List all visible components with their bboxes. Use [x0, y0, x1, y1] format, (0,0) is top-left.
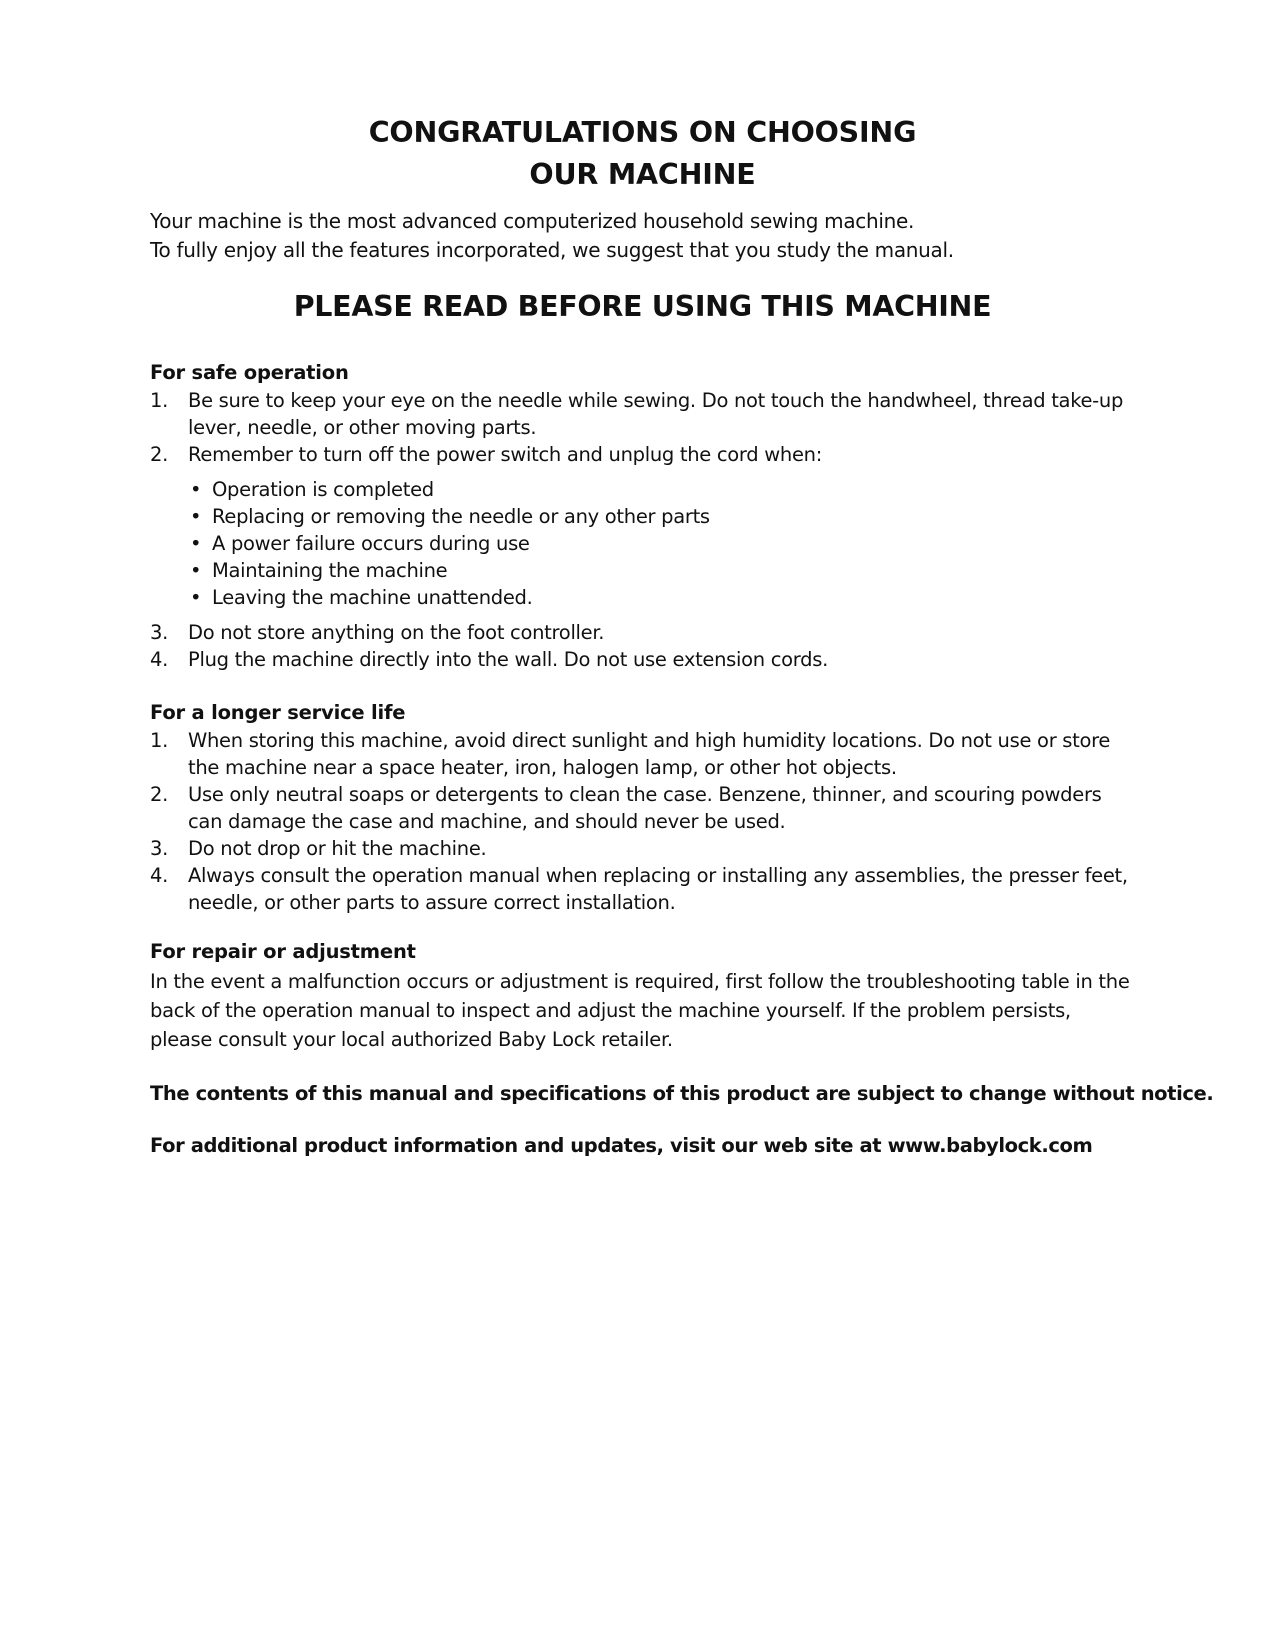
item-number: 4.	[150, 864, 169, 887]
manual-page	[150, 112, 1214, 1160]
item-number: 4.	[150, 648, 169, 671]
page-title-line-2: OUR MACHINE	[529, 158, 756, 191]
bullet-icon: •	[190, 586, 202, 609]
bullet-item	[188, 557, 1135, 584]
repair-text: In the event a malfunction occurs or adjustment is required, first follow the troubleshooting table in the back of the operation manual to inspect and adjust the machine yourself. If the problem persists, please consult your local authorized Baby Lock retailer.	[150, 970, 1130, 1051]
list-item	[150, 727, 1135, 781]
bullet-icon: •	[190, 505, 202, 528]
intro-line-2: To fully enjoy all the features incorporated, we suggest that you study the manual.	[150, 238, 954, 262]
list-item	[150, 781, 1135, 835]
bullet-item	[188, 530, 1135, 557]
item-number: 2.	[150, 443, 169, 466]
bullet-text: Operation is completed	[212, 478, 434, 501]
bullet-icon: •	[190, 478, 202, 501]
item-text: Plug the machine directly into the wall. Do not use extension cords.	[188, 648, 829, 671]
intro-text	[150, 207, 1135, 265]
item-text: Remember to turn off the power switch and unplug the cord when:	[188, 443, 823, 466]
website-notice: For additional product information and updates, visit our web site at www.babylock.com	[150, 1134, 1093, 1157]
intro-line-1: Your machine is the most advanced computerized household sewing machine.	[150, 209, 915, 233]
bullet-text: Replacing or removing the needle or any other parts	[212, 505, 710, 528]
bullet-text: Leaving the machine unattended.	[212, 586, 533, 609]
safe-operation-list	[150, 387, 1135, 673]
service-life-list	[150, 727, 1135, 916]
list-item	[150, 835, 1135, 862]
item-text: When storing this machine, avoid direct sunlight and high humidity locations. Do not use or store the machine near a space heater, iron, halogen lamp, or other hot objects.	[188, 729, 1111, 779]
change-notice: The contents of this manual and specifications of this product are subject to change without notice.	[150, 1082, 1214, 1105]
page-title	[150, 112, 1135, 196]
service-life-heading: For a longer service life	[150, 701, 406, 724]
item-number: 3.	[150, 837, 169, 860]
bullet-icon: •	[190, 532, 202, 555]
bullet-item	[188, 476, 1135, 503]
item-text: Do not drop or hit the machine.	[188, 837, 487, 860]
item-number: 3.	[150, 621, 169, 644]
item-text: Use only neutral soaps or detergents to clean the case. Benzene, thinner, and scouring powders can damage the case and machine, and should never be used.	[188, 783, 1102, 833]
item-number: 2.	[150, 783, 169, 806]
repair-heading: For repair or adjustment	[150, 940, 416, 963]
page-title-line-1: CONGRATULATIONS ON CHOOSING	[368, 116, 917, 149]
read-before-use-title: PLEASE READ BEFORE USING THIS MACHINE	[293, 290, 992, 323]
bullet-item	[188, 584, 1135, 611]
bullet-text: Maintaining the machine	[212, 559, 448, 582]
unplug-conditions-list	[188, 476, 1135, 611]
list-item	[150, 646, 1135, 673]
list-item	[150, 619, 1135, 646]
bullet-item	[188, 503, 1135, 530]
item-number: 1.	[150, 729, 169, 752]
item-text: Be sure to keep your eye on the needle while sewing. Do not touch the handwheel, thread take-up lever, needle, or other moving parts.	[188, 389, 1124, 439]
list-item	[150, 862, 1135, 916]
item-text: Do not store anything on the foot controller.	[188, 621, 605, 644]
item-number: 1.	[150, 389, 169, 412]
safe-operation-heading: For safe operation	[150, 361, 349, 384]
list-item	[150, 387, 1135, 441]
list-item	[150, 441, 1135, 611]
bullet-text: A power failure occurs during use	[212, 532, 530, 555]
bullet-icon: •	[190, 559, 202, 582]
item-text: Always consult the operation manual when replacing or installing any assemblies, the presser feet, needle, or other parts to assure correct installation.	[188, 864, 1128, 914]
